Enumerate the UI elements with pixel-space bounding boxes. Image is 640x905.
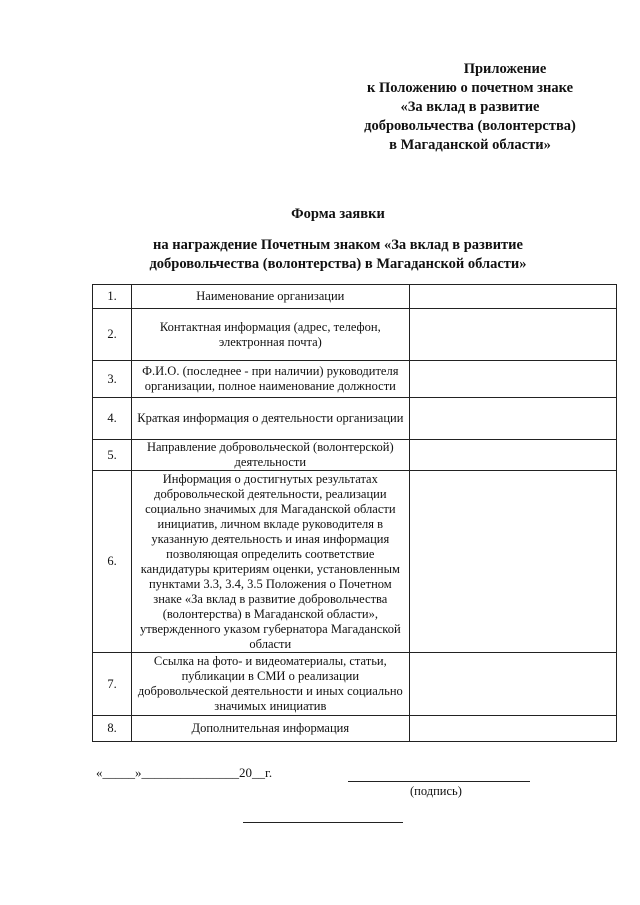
form-subtitle: на награждение Почетным знаком «За вклад в развитие добровольчества (волонтерства) в Магаданской области» [149, 237, 527, 272]
signature-line[interactable] [348, 781, 530, 782]
row-label: Ссылка на фото- и видеоматериалы, статьи, публикации в СМИ о реализации добровольческой деятельности и иных социально значимых инициатив [132, 653, 410, 715]
row-number: 6. [93, 471, 132, 653]
row-value-cell[interactable] [409, 309, 616, 361]
row-label: Направление добровольческой (волонтерской) деятельности [132, 439, 410, 470]
row-number: 2. [93, 309, 132, 361]
table-row [93, 471, 617, 653]
row-value-cell[interactable] [409, 653, 616, 715]
row-label: Краткая информация о деятельности организации [132, 397, 410, 439]
row-number: 7. [93, 653, 132, 715]
row-number: 1. [93, 285, 132, 309]
appendix-block [320, 60, 620, 155]
row-label: Дополнительная информация [132, 715, 410, 741]
row-value-cell[interactable] [409, 715, 616, 741]
row-value-cell[interactable] [409, 285, 616, 309]
row-label: Наименование организации [132, 285, 410, 309]
appendix-line: «За вклад в развитие [400, 99, 540, 115]
row-number: 8. [93, 715, 132, 741]
table-row [93, 715, 617, 741]
form-title: Форма заявки [291, 206, 385, 222]
row-number: 3. [93, 361, 132, 397]
row-label: Ф.И.О. (последнее - при наличии) руководителя организации, полное наименование должности [132, 361, 410, 397]
table-row [93, 285, 617, 309]
row-number: 5. [93, 439, 132, 470]
row-number: 4. [93, 397, 132, 439]
appendix-line: в Магаданской области» [389, 137, 551, 153]
table-row [93, 309, 617, 361]
name-line[interactable] [243, 822, 403, 823]
table-row [93, 439, 617, 470]
signature-caption: (подпись) [410, 784, 462, 798]
row-value-cell[interactable] [409, 439, 616, 470]
row-value-cell[interactable] [409, 471, 616, 653]
table-row [93, 653, 617, 715]
table-row [93, 361, 617, 397]
row-value-cell[interactable] [409, 397, 616, 439]
application-table [92, 284, 617, 742]
row-label: Контактная информация (адрес, телефон, электронная почта) [132, 309, 410, 361]
table-row [93, 397, 617, 439]
row-value-cell[interactable] [409, 361, 616, 397]
date-field[interactable]: «_____»_______________20__г. [96, 765, 273, 780]
appendix-line: к Положению о почетном знаке [366, 80, 574, 96]
appendix-line: добровольчества (волонтерства) [364, 118, 576, 134]
row-label: Информация о достигнутых результатах добровольческой деятельности, реализации социально значимых для Магаданской области инициатив, личном вкладе руководителя в указанную деятельность и иная информация позволяющая определить соответствие кандидатуры критериям оценки, установленным пунктами 3.3, 3.4, 3.5 Положения о Почетном знаке «За вклад в развитие добровольчества (волонтерства) в Магаданской области», утвержденного указом губернатора Магаданской области [132, 471, 410, 653]
appendix-title: Приложение [463, 61, 547, 77]
